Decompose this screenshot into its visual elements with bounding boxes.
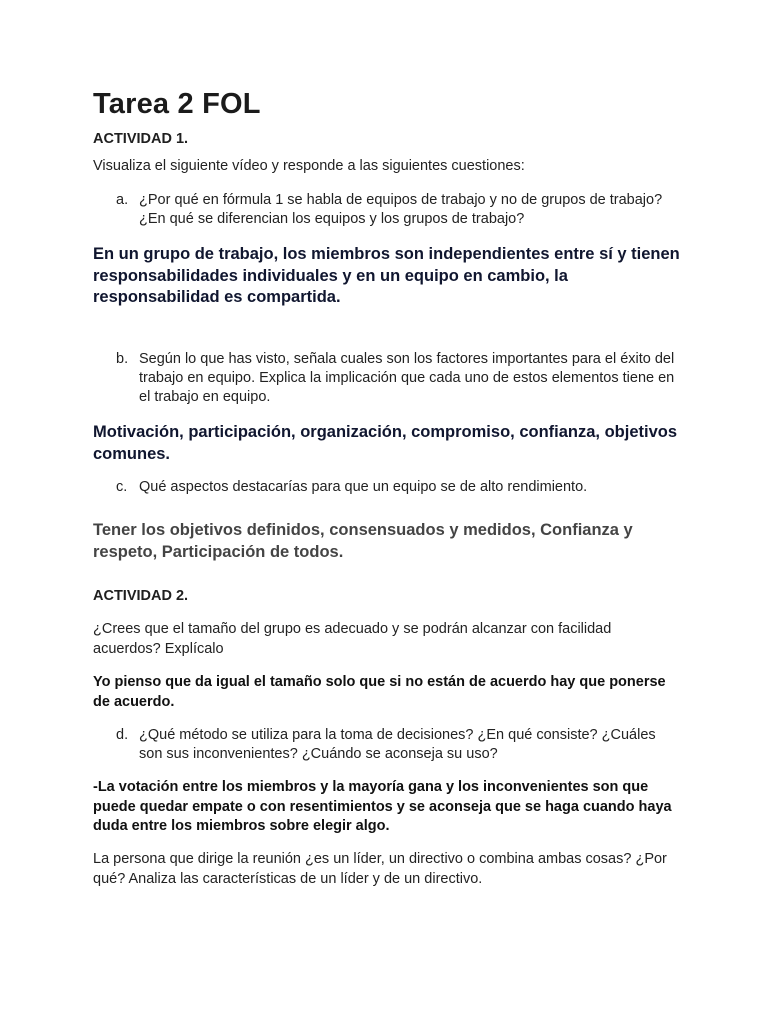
question-a bbox=[116, 191, 676, 229]
question-marker: b. bbox=[116, 351, 129, 367]
question-leader: La persona que dirige la reunión ¿es un líder, un directivo o combina ambas cosas? ¿Por qué? Analiza las características de un líder y de un directivo. bbox=[93, 851, 667, 887]
answer-d: -La votación entre los miembros y la mayoría gana y los inconvenientes son que puede quedar empate o con resentimientos y se aconseja que se haga cuando haya duda entre los miembros sobre elegir algo. bbox=[93, 779, 672, 834]
question-text: Qué aspectos destacarías para que un equipo se de alto rendimiento. bbox=[139, 479, 588, 495]
question-text: ¿Qué método se utiliza para la toma de decisiones? ¿En qué consiste? ¿Cuáles son sus inconvenientes? ¿Cuándo se aconseja su uso? bbox=[139, 727, 656, 762]
question-marker: c. bbox=[116, 479, 128, 495]
answer-c: Tener los objetivos definidos, consensuados y medidos, Confianza y respeto, Participación de todos. bbox=[93, 521, 633, 561]
answer-a: En un grupo de trabajo, los miembros son independientes entre sí y tienen responsabilidades individuales y en un equipo en cambio, la responsabilidad es compartida. bbox=[93, 245, 680, 306]
activity-2-heading: ACTIVIDAD 2. bbox=[93, 588, 189, 604]
question-d bbox=[116, 726, 676, 764]
answer-group-size: Yo pienso que da igual el tamaño solo que si no están de acuerdo hay que ponerse de acuerdo. bbox=[93, 674, 666, 710]
question-text: Según lo que has visto, señala cuales son los factores importantes para el éxito del trabajo en equipo. Explica la implicación que cada uno de estos elementos tiene en el trabajo en equipo. bbox=[139, 351, 675, 405]
activity-1-intro: Visualiza el siguiente vídeo y responde a las siguientes cuestiones: bbox=[93, 158, 525, 174]
question-marker: d. bbox=[116, 727, 129, 743]
question-b bbox=[116, 350, 676, 407]
page-title: Tarea 2 FOL bbox=[93, 88, 261, 120]
question-c bbox=[116, 478, 676, 497]
question-text: ¿Por qué en fórmula 1 se habla de equipos de trabajo y no de grupos de trabajo? ¿En qué se diferencian los equipos y los grupos de trabajo? bbox=[139, 192, 663, 227]
activity-1-heading: ACTIVIDAD 1. bbox=[93, 131, 189, 147]
question-group-size: ¿Crees que el tamaño del grupo es adecuado y se podrán alcanzar con facilidad acuerdos? Explícalo bbox=[93, 621, 612, 657]
question-marker: a. bbox=[116, 192, 129, 208]
answer-b: Motivación, participación, organización, compromiso, confianza, objetivos comunes. bbox=[93, 423, 678, 463]
